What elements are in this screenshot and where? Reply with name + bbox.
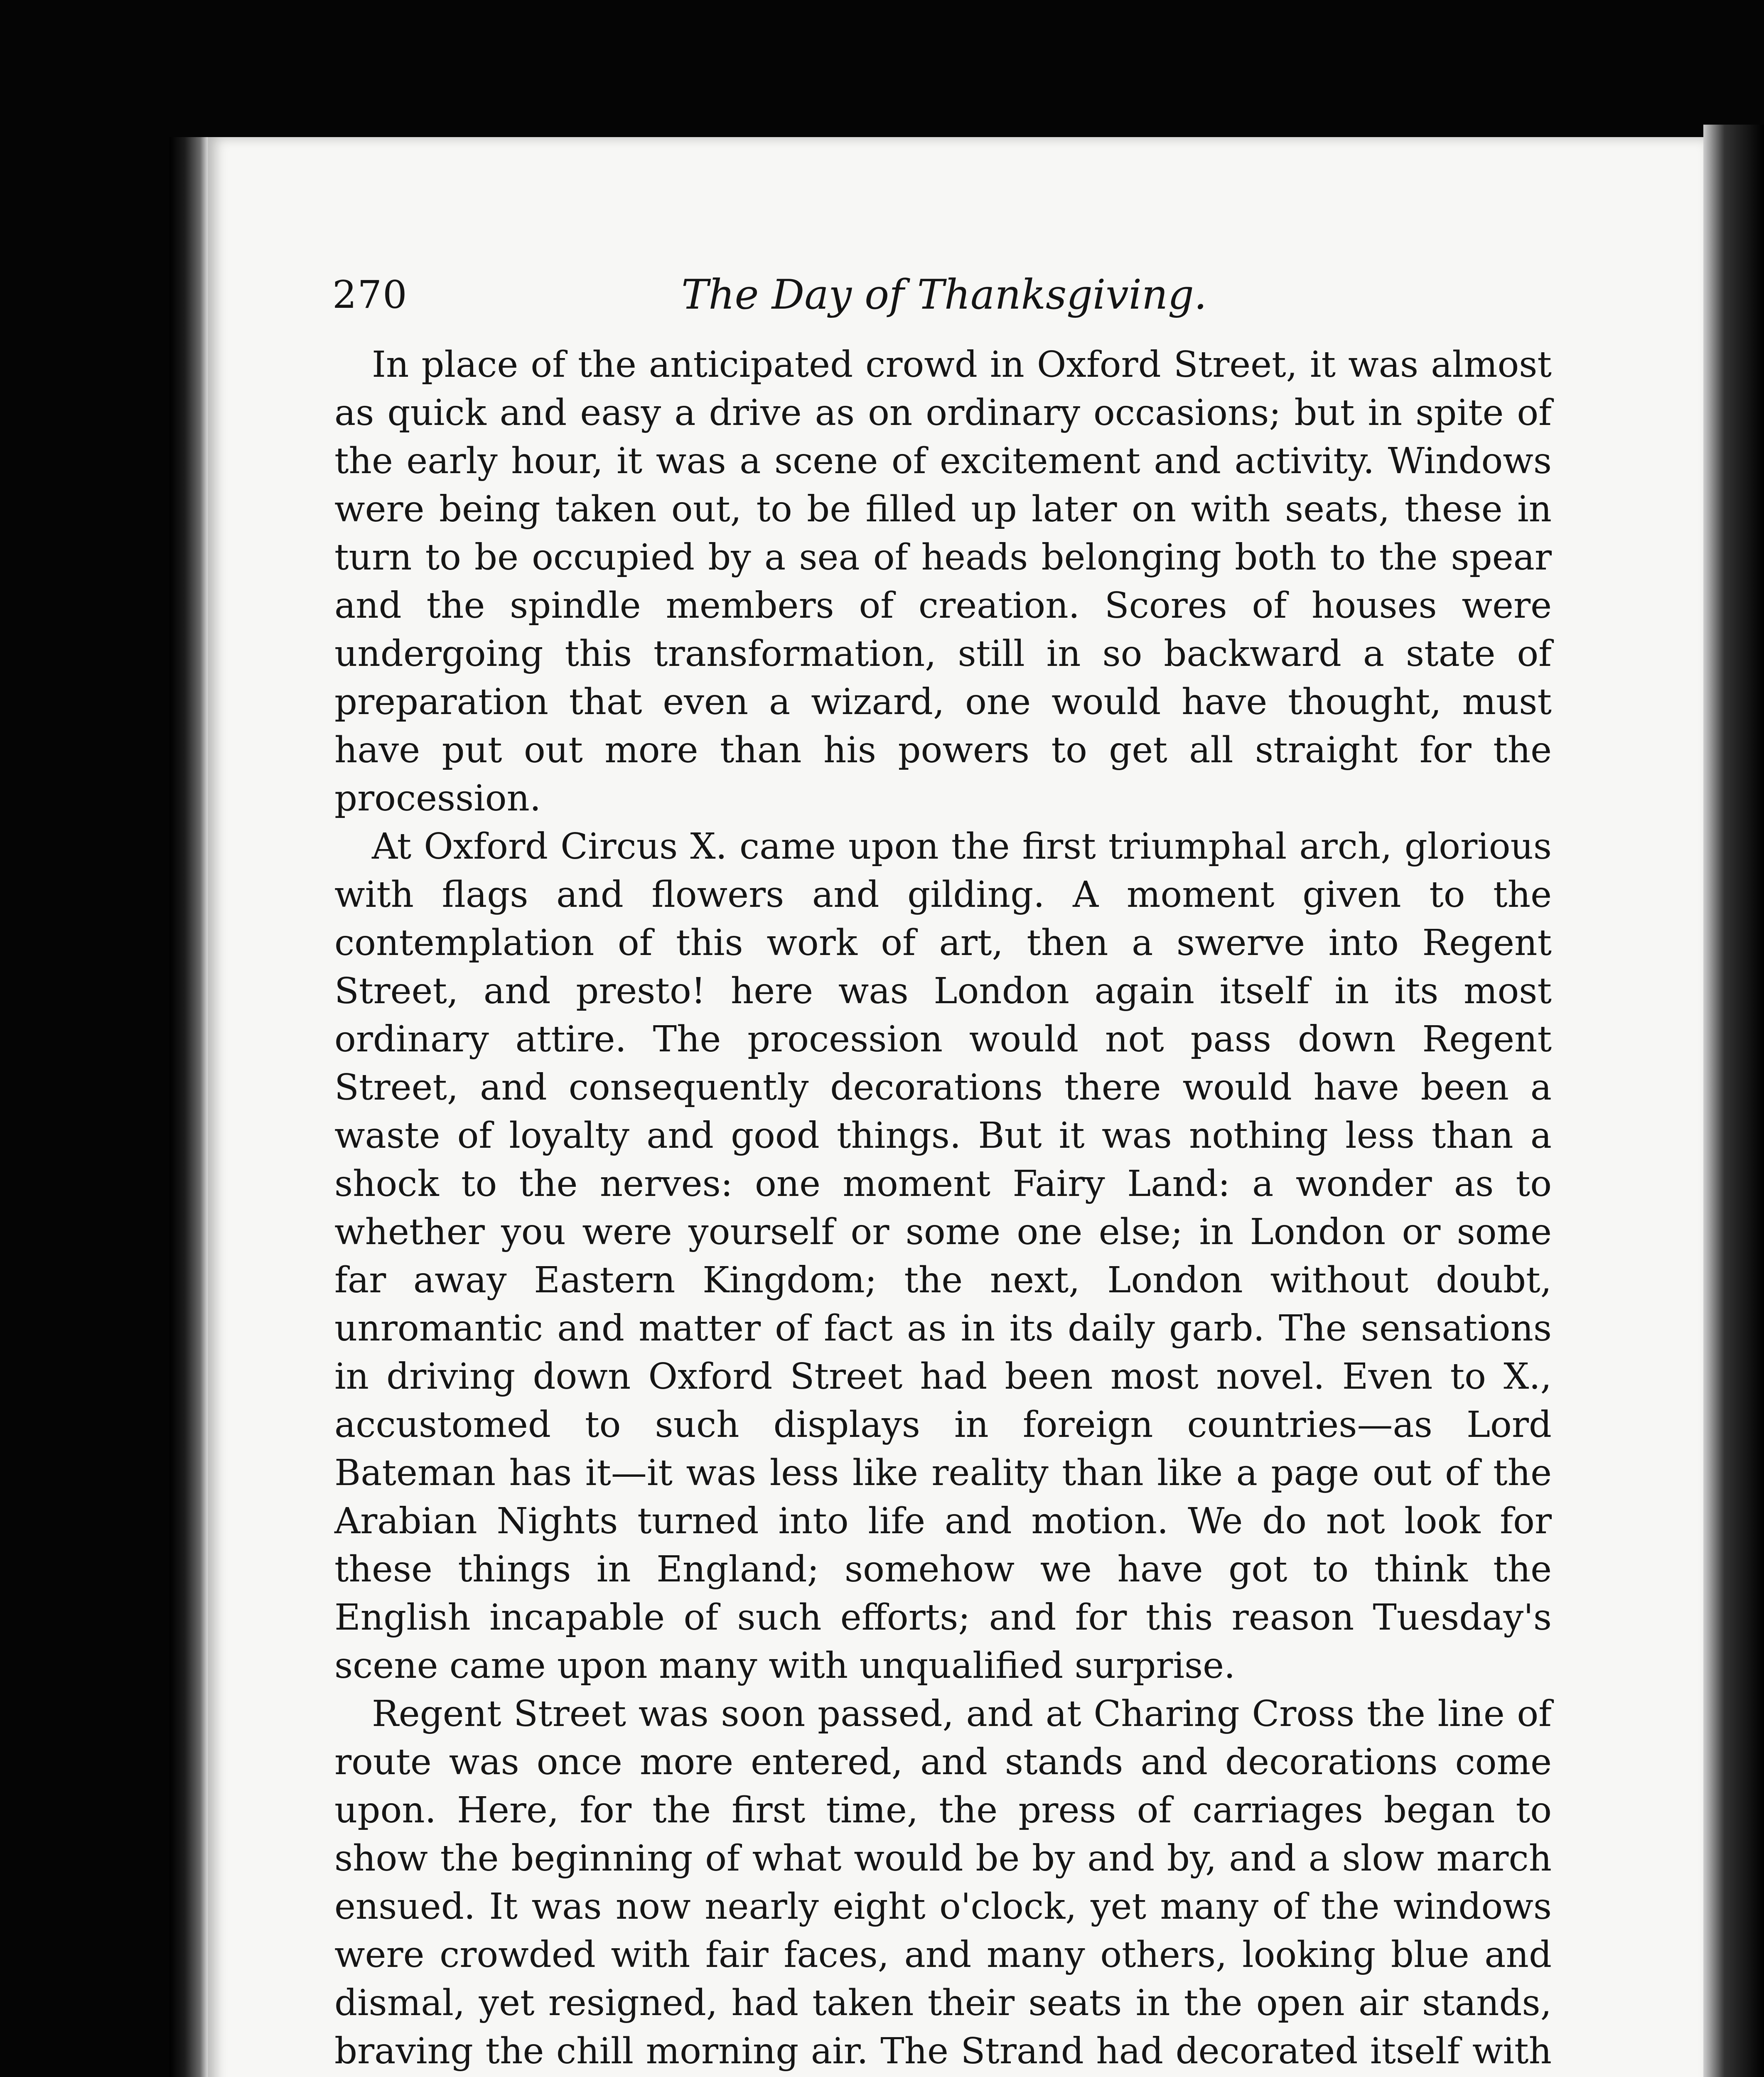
body-text [334,341,1552,2077]
page-header [332,266,1558,324]
page-number: 270 [332,273,408,317]
page-right-edge [1703,125,1764,2077]
paragraph: Regent Street was soon passed, and at Charing Cross the line of route was once more entered, and stands and decorations come upon. Here, for the first time, the press of carriages began to show the beginning of what would be by and by, and a slow march ensued. It was now nearly eight o'clock, yet many of the windows were crowded with fair faces, and many others, looking blue and dismal, yet resigned, had taken their seats in the open air stands, braving the chill morning air. The Strand had decorated itself with [334,1693,1552,2072]
paragraph: At Oxford Circus X. came upon the first triumphal arch, glorious with flags and flowers and gilding. A moment given to the contemplation of this work of art, then a swerve into Regent Street, and presto! here was London again itself in its most ordinary attire. The procession would not pass down Regent Street, and consequently decorations there would have been a waste of loyalty and good things. But it was nothing less than a shock to the nerves: one moment Fairy Land: a wonder as to whether you were yourself or some one else; in London or some far away Eastern Kingdom; the next, London without doubt, unromantic and matter of fact as in its daily garb. The sensations in driving down Oxford Street had been most novel. Even to X., accustomed to such displays in foreign countries—as Lord Bateman has it—it was less like reality than like a page out of the Arabian Nights turned into life and motion. We do not look for these things in England; somehow we have got to think the English incapable of such efforts; and for this reason Tuesday's scene came upon many with unqualified surprise. [334,826,1552,1687]
running-title: The Day of Thanksgiving. [681,271,1207,319]
page-binding-edge [170,137,208,2077]
paragraph: In place of the anticipated crowd in Oxford Street, it was almost as quick and easy a drive as on ordinary occasions; but in spite of the early hour, it was a scene of excitement and activity. Windows were being taken out, to be filled up later on with seats, these in turn to be occupied by a sea of heads belonging both to the spear and the spindle members of creation. Scores of houses were undergoing this transformation, still in so backward a state of preparation that even a wizard, one would have thought, must have put out more than his powers to get all straight for the procession. [334,344,1552,819]
